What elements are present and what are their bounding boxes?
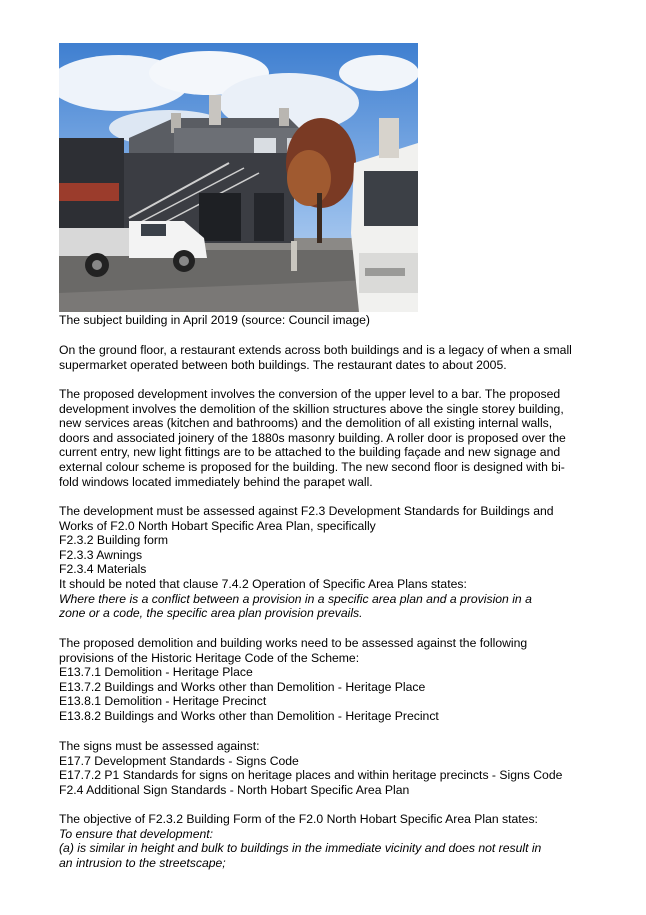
italic-quote-line: (a) is similar in height and bulk to buildings in the immediate vicinity and does not result in <box>59 841 542 856</box>
text-line: new services areas (kitchen and bathrooms) and the demolition of all existing internal walls, <box>59 416 553 431</box>
text-line: E13.8.1 Demolition - Heritage Precinct <box>59 694 267 709</box>
text-line: The development must be assessed against F2.3 Development Standards for Buildings and <box>59 504 554 518</box>
text-line: E13.7.2 Buildings and Works other than Demolition - Heritage Place <box>59 679 426 694</box>
text-line: The signs must be assessed against: <box>59 739 260 753</box>
text-line: It should be noted that clause 7.4.2 Operation of Specific Area Plans states: <box>59 576 467 591</box>
caption-text: The subject building in April 2019 (source: Council image) <box>59 313 370 327</box>
text-line: E17.7.2 P1 Standards for signs on heritage places and within heritage precincts - Signs Code <box>59 768 563 783</box>
italic-quote-line: Where there is a conflict between a provision in a specific area plan and a provision in a <box>59 591 532 606</box>
paragraph-heritage-code <box>59 636 599 724</box>
italic-quote-line: an intrusion to the streetscape; <box>59 855 226 870</box>
text-line: E13.8.2 Buildings and Works other than Demolition - Heritage Precinct <box>59 708 439 723</box>
text-line: The proposed demolition and building works need to be assessed against the following <box>59 636 528 650</box>
building-photo <box>59 43 418 312</box>
paragraph-signs <box>59 739 599 797</box>
text-line: F2.4 Additional Sign Standards - North Hobart Specific Area Plan <box>59 782 410 797</box>
text-line: Works of F2.0 North Hobart Specific Area Plan, specifically <box>59 518 376 533</box>
text-line: doors and associated joinery of the 1880s masonry building. A roller door is proposed over the <box>59 430 566 445</box>
text-line: E13.7.1 Demolition - Heritage Place <box>59 665 253 680</box>
text-line: provisions of the Historic Heritage Code of the Scheme: <box>59 650 360 665</box>
italic-quote-line: To ensure that development: <box>59 826 214 841</box>
text-line: F2.3.2 Building form <box>59 533 169 548</box>
text-line: On the ground floor, a restaurant extends across both buildings and is a legacy of when a small <box>59 343 572 357</box>
photo-caption <box>59 313 599 328</box>
italic-quote-line: zone or a code, the specific area plan provision prevails. <box>59 606 363 621</box>
text-line: external colour scheme is proposed for the building. The new second floor is designed with bi- <box>59 459 565 474</box>
paragraph-assessment-standards <box>59 504 599 621</box>
text-line: F2.3.4 Materials <box>59 562 147 577</box>
text-line: E17.7 Development Standards - Signs Code <box>59 753 299 768</box>
paragraph-restaurant <box>59 343 599 372</box>
text-line: development involves the demolition of the skillion structures above the single storey building, <box>59 401 564 416</box>
text-line: fold windows located immediately behind the parapet wall. <box>59 474 373 489</box>
text-line: The proposed development involves the conversion of the upper level to a bar. The proposed <box>59 387 561 401</box>
paragraph-objective <box>59 812 599 870</box>
text-line: F2.3.3 Awnings <box>59 547 143 562</box>
text-line: supermarket operated between both buildings. The restaurant dates to about 2005. <box>59 357 507 372</box>
text-line: The objective of F2.3.2 Building Form of the F2.0 North Hobart Specific Area Plan states: <box>59 812 538 826</box>
text-line: current entry, new light fittings are to be attached to the building façade and new signage and <box>59 445 561 460</box>
paragraph-proposed-development <box>59 387 599 489</box>
